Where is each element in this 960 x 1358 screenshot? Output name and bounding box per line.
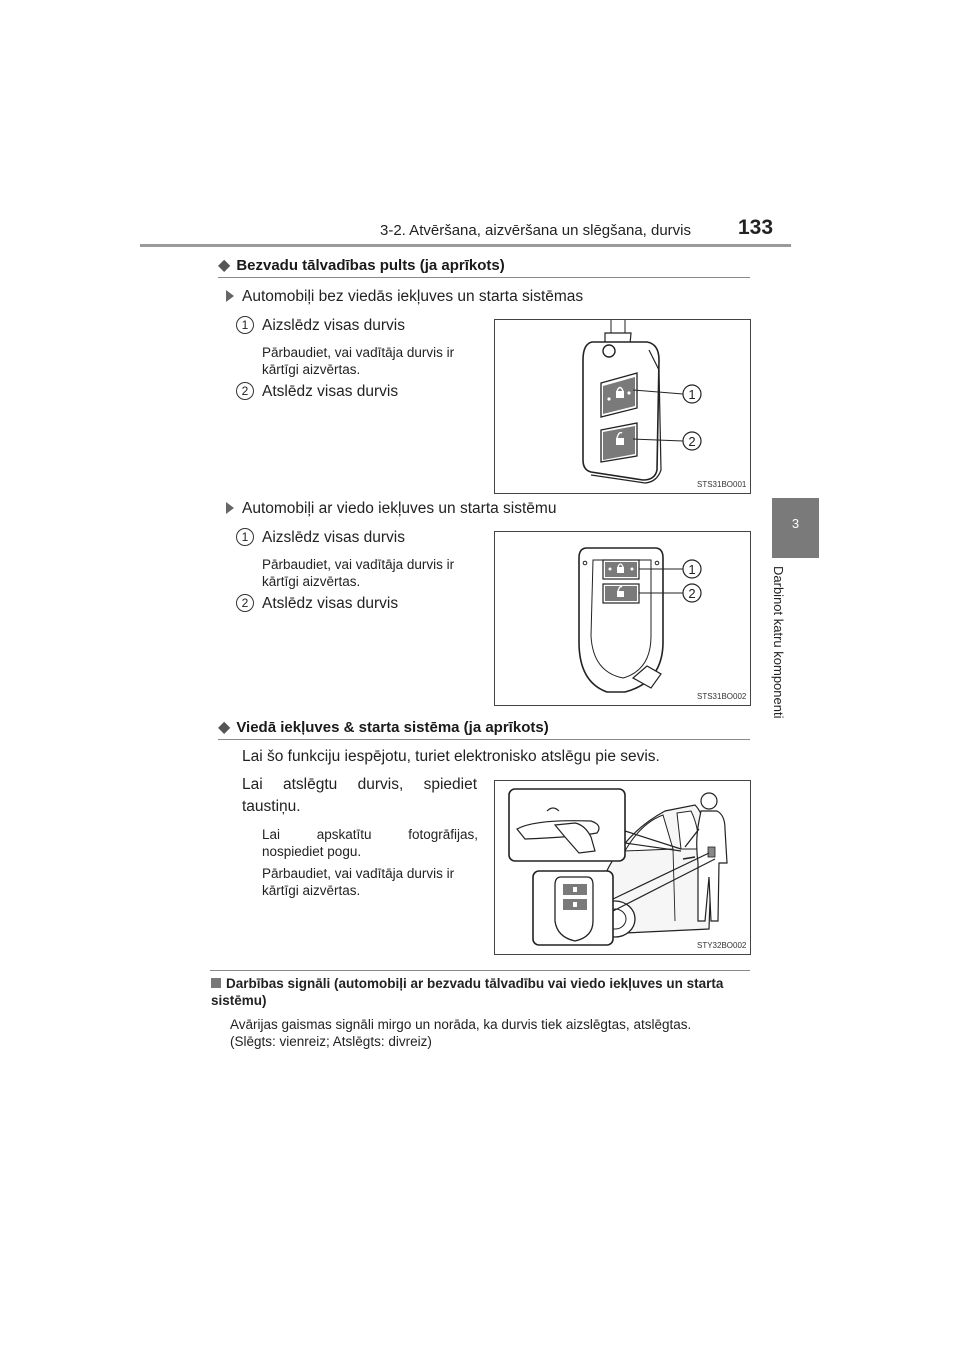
item-number-badge: 1: [236, 528, 254, 546]
figure-code: STY32BO002: [697, 941, 747, 950]
running-header-title: 3-2. Atvēršana, aizvēršana un slēgšana, durvis: [380, 222, 692, 239]
note-line: kārtīgi aizvērtas.: [262, 362, 361, 377]
notice-line: (Slēgts: vienreiz; Atslēgts: divreiz): [230, 1034, 432, 1049]
intro-text: Lai šo funkciju iespējotu, turiet elektronisko atslēgu pie sevis.: [242, 748, 660, 765]
figure-smart-entry-car: [494, 780, 751, 955]
subheading-smart: [226, 500, 556, 518]
section-rule: [218, 739, 750, 740]
section-heading-text: Bezvadu tālvadības pults (ja aprīkots): [236, 257, 505, 274]
figure-code: STS31BO002: [697, 692, 747, 701]
item-text-unlock: Atslēdz visas durvis: [262, 383, 399, 400]
notice-body: [230, 1016, 750, 1050]
subheading-text: Automobiļi bez viedās iekļuves un starta sistēmas: [242, 288, 584, 305]
section-heading-smart-entry: [218, 717, 549, 737]
remote-key-illustration: [495, 320, 750, 493]
notice-heading-text: Darbības signāli (automobiļi ar bezvadu tālvadību vai viedo iekļuves un starta sistēmu): [211, 976, 724, 1008]
note-line: Pārbaudiet, vai vadītāja durvis ir: [262, 866, 455, 881]
section-heading-text: Viedā iekļuves & starta sistēma (ja aprīkots): [236, 719, 549, 736]
figure-callout: 1: [688, 562, 696, 577]
square-bullet-icon: [211, 978, 221, 988]
figure-code: STS31BO001: [697, 480, 747, 489]
step-note: [262, 826, 478, 860]
note-line: kārtīgi aizvērtas.: [262, 574, 361, 589]
notice-line: Avārijas gaismas signāli mirgo un norāda, ka durvis tiek aizslēgtas, atslēgtas.: [230, 1017, 692, 1032]
note-line: Pārbaudiet, vai vadītāja durvis ir: [262, 557, 455, 572]
item-number-badge: 2: [236, 594, 254, 612]
section-heading-remote: [218, 255, 505, 275]
chapter-side-title: Darbinot katru komponenti: [771, 566, 786, 719]
header-rule: [140, 244, 791, 247]
note-line: Lai apskatītu fotogrāfijas,: [262, 827, 478, 842]
item-text-unlock: Atslēdz visas durvis: [262, 595, 399, 612]
diamond-icon: ◆: [218, 719, 231, 736]
smart-key-illustration: [495, 532, 750, 705]
subheading-text: Automobiļi ar viedo iekļuves un starta sistēmu: [242, 500, 557, 517]
car-door-illustration: [495, 781, 750, 954]
triangle-bullet-icon: [226, 502, 234, 514]
notice-heading: [211, 975, 751, 1009]
figure-callout: 2: [688, 586, 696, 601]
triangle-bullet-icon: [226, 290, 234, 302]
step-note: [262, 865, 478, 899]
item-text-lock: Aizslēdz visas durvis: [262, 529, 405, 546]
item-note: [262, 344, 454, 378]
item-number-badge: 1: [236, 316, 254, 334]
item-text-lock: Aizslēdz visas durvis: [262, 317, 405, 334]
figure-callout: 2: [688, 434, 696, 449]
item-note: [262, 556, 454, 590]
note-line: Pārbaudiet, vai vadītāja durvis ir: [262, 345, 455, 360]
step-text-line1: Lai atslēgtu durvis, spiediet: [242, 776, 477, 793]
page-number: 133: [738, 216, 774, 239]
note-line: nospiediet pogu.: [262, 844, 362, 859]
item-number-badge: 2: [236, 382, 254, 400]
subheading-no-smart: [226, 288, 583, 306]
notice-rule: [210, 970, 750, 971]
chapter-tab: 3: [772, 498, 819, 558]
figure-remote-key: [494, 319, 751, 494]
section-rule: [218, 277, 750, 278]
diamond-icon: ◆: [218, 257, 231, 274]
step-text-line2: taustiņu.: [242, 798, 301, 815]
chapter-side-title-wrap: [764, 566, 824, 806]
figure-smart-key: [494, 531, 751, 706]
figure-callout: 1: [688, 387, 696, 402]
note-line: kārtīgi aizvērtas.: [262, 883, 361, 898]
